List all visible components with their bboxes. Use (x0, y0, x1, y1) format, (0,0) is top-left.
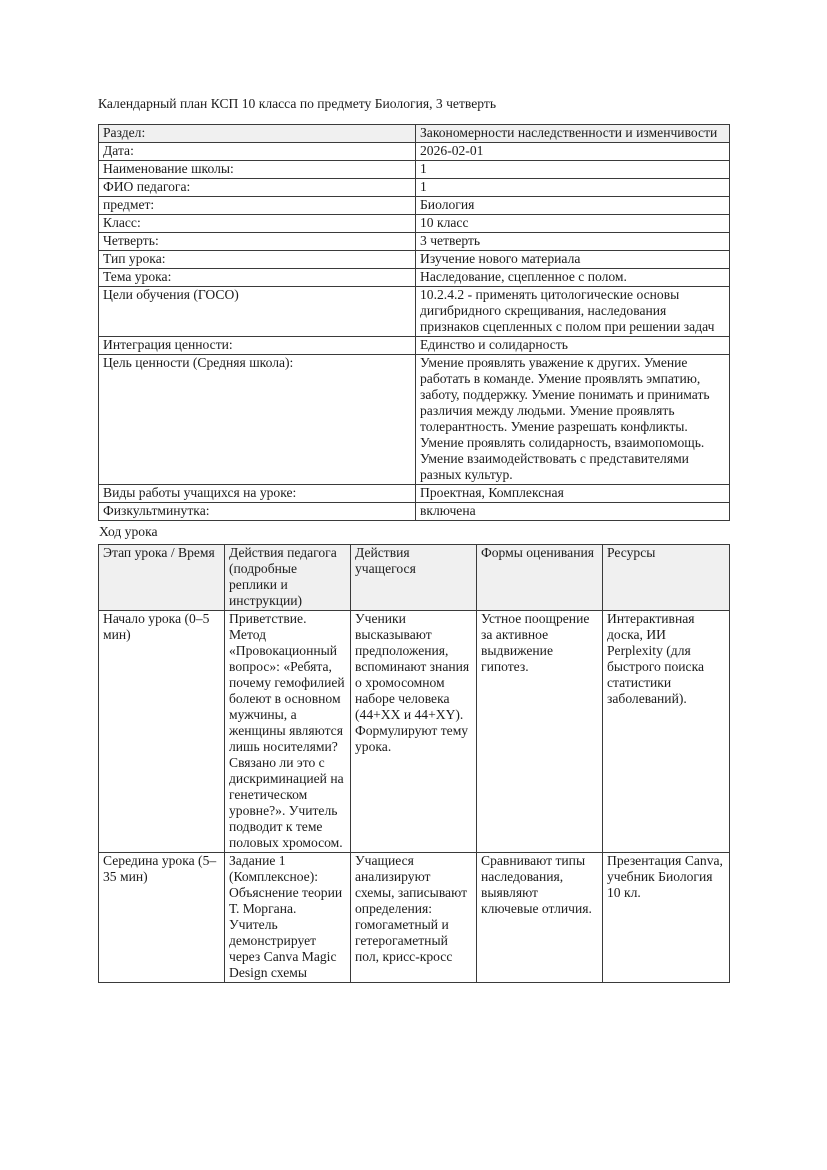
info-label: Класс: (99, 215, 416, 233)
info-label: Тема урока: (99, 269, 416, 287)
info-value: 10 класс (416, 215, 730, 233)
info-label: Раздел: (99, 125, 416, 143)
info-value: Биология (416, 197, 730, 215)
cell-student-actions: Ученики высказывают предположения, вспоминают знания о хромосомном наборе человека (44+XX и 44+XY). Формулируют тему урока. (351, 611, 477, 853)
info-row-class (99, 215, 730, 233)
info-row-school (99, 161, 730, 179)
cell-teacher-actions: Приветствие. Метод «Провокационный вопрос»: «Ребята, почему гемофилией болеют в основном мужчины, а женщины являются лишь носителями? Связано ли это с дискриминацией на генетическом уровне?». Учитель подводит к теме половых хромосом. (225, 611, 351, 853)
info-label: Интеграция ценности: (99, 337, 416, 355)
info-value: Единство и солидарность (416, 337, 730, 355)
info-row-teacher (99, 179, 730, 197)
info-row-razdel (99, 125, 730, 143)
header-teacher-actions: Действия педагога (подробные реплики и инструкции) (225, 545, 351, 611)
cell-stage-time: Начало урока (0–5 мин) (99, 611, 225, 853)
lesson-info-table (98, 124, 730, 521)
cell-student-actions: Учащиеся анализируют схемы, записывают определения: гомогаметный и гетерогаметный пол, крисс-кросс (351, 853, 477, 983)
header-stage-time: Этап урока / Время (99, 545, 225, 611)
info-label: Наименование школы: (99, 161, 416, 179)
info-label: предмет: (99, 197, 416, 215)
info-value: Изучение нового материала (416, 251, 730, 269)
lesson-row-start (99, 611, 730, 853)
lesson-row-middle (99, 853, 730, 983)
info-label: Тип урока: (99, 251, 416, 269)
info-row-lesson-theme (99, 269, 730, 287)
info-value: 1 (416, 161, 730, 179)
cell-stage-time: Середина урока (5–35 мин) (99, 853, 225, 983)
document-content (98, 96, 729, 983)
info-row-date (99, 143, 730, 161)
info-label: Четверть: (99, 233, 416, 251)
info-row-goals (99, 287, 730, 337)
info-label: Дата: (99, 143, 416, 161)
info-value: Умение проявлять уважение к других. Умение работать в команде. Умение проявлять эмпатию, заботу, поддержку. Умение понимать и принимать различия между людьми. Умение проявлять толерантность. Умение разрешать конфликты. Умение проявлять солидарность, взаимопомощь. Умение взаимодействовать с представителями разных культур. (416, 355, 730, 485)
info-row-quarter (99, 233, 730, 251)
cell-resources: Презентация Canva, учебник Биология 10 кл. (603, 853, 730, 983)
info-row-work-types (99, 485, 730, 503)
info-value: Наследование, сцепленное с полом. (416, 269, 730, 287)
header-student-actions: Действия учащегося (351, 545, 477, 611)
info-row-subject (99, 197, 730, 215)
info-value: 2026-02-01 (416, 143, 730, 161)
cell-teacher-actions: Задание 1 (Комплексное): Объяснение теории Т. Моргана. Учитель демонстрирует через Canva Magic Design схемы (225, 853, 351, 983)
page-title: Календарный план КСП 10 класса по предмету Биология, 3 четверть (98, 96, 497, 111)
header-resources: Ресурсы (603, 545, 730, 611)
cell-assessment-forms: Сравнивают типы наследования, выявляют ключевые отличия. (477, 853, 603, 983)
lesson-table-header-row (99, 545, 730, 611)
cell-assessment-forms: Устное поощрение за активное выдвижение гипотез. (477, 611, 603, 853)
cell-resources: Интерактивная доска, ИИ Perplexity (для быстрого поиска статистики заболеваний). (603, 611, 730, 853)
info-value: Закономерности наследственности и изменчивости (416, 125, 730, 143)
info-row-values-goal (99, 355, 730, 485)
info-row-values-integration (99, 337, 730, 355)
info-row-lesson-type (99, 251, 730, 269)
info-row-phys-minute (99, 503, 730, 521)
info-value: Проектная, Комплексная (416, 485, 730, 503)
info-label: Цели обучения (ГОСО) (99, 287, 416, 337)
info-label: ФИО педагога: (99, 179, 416, 197)
section-label: Ход урока (99, 524, 158, 539)
info-value: включена (416, 503, 730, 521)
lesson-plan-table (98, 544, 730, 983)
info-label: Виды работы учащихся на уроке: (99, 485, 416, 503)
info-value: 1 (416, 179, 730, 197)
info-value: 3 четверть (416, 233, 730, 251)
info-value: 10.2.4.2 - применять цитологические основы дигибридного скрещивания, наследования признаков сцепленных с полом при решении задач (416, 287, 730, 337)
header-assessment-forms: Формы оценивания (477, 545, 603, 611)
info-label: Цель ценности (Средняя школа): (99, 355, 416, 485)
info-label: Физкультминутка: (99, 503, 416, 521)
